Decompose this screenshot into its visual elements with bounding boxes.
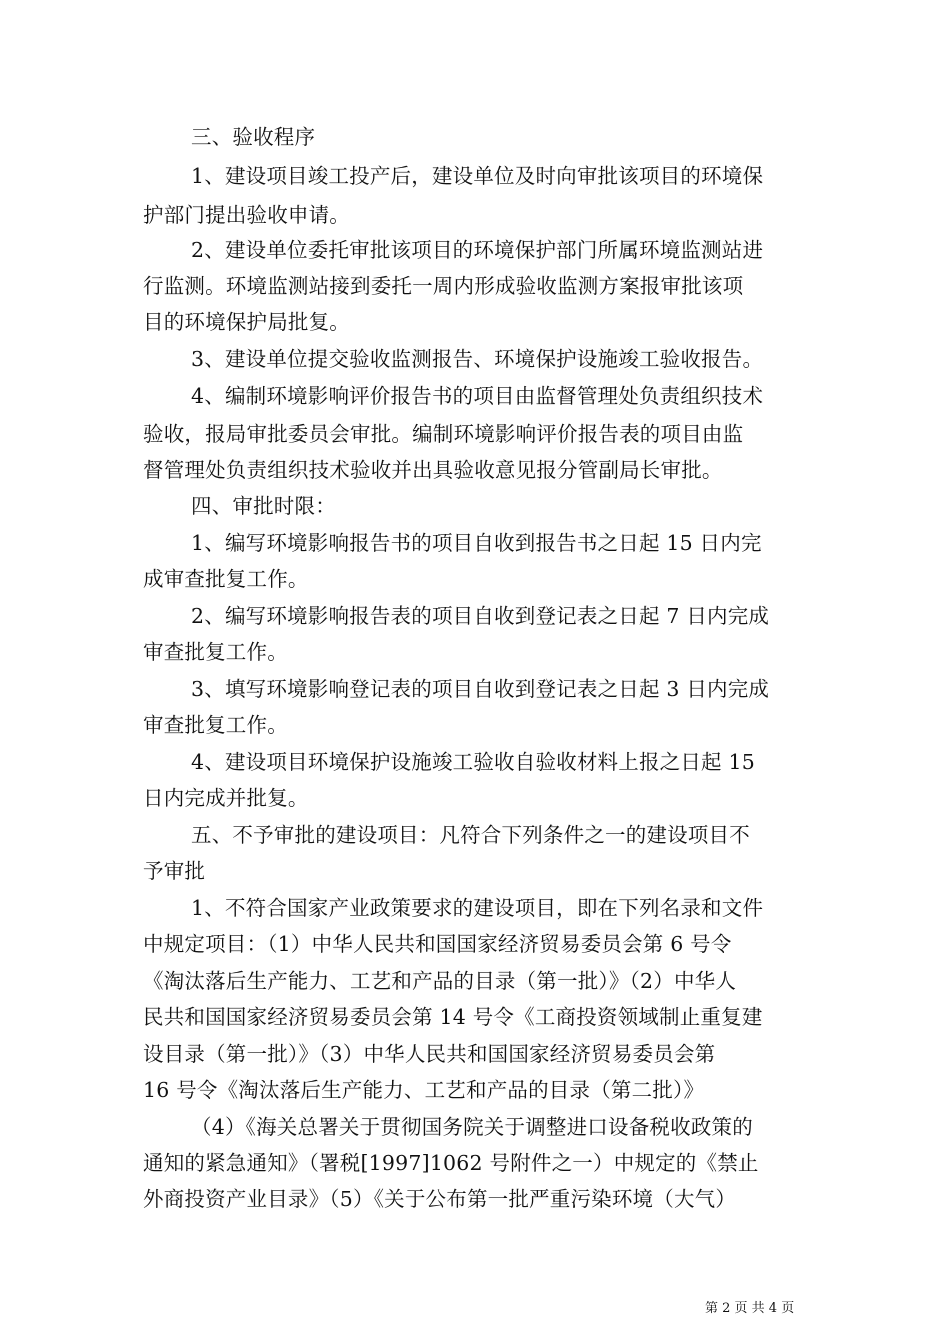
paragraph-line: （4）《海关总署关于贯彻国务院关于调整进口设备税收政策的 [191,1115,753,1139]
paragraph-line: 护部门提出验收申请。 [143,203,350,227]
paragraph-line: 设目录（第一批）》（3）中华人民共和国国家经济贸易委员会第 [143,1042,716,1066]
paragraph-line: 4、建设项目环境保护设施竣工验收自验收材料上报之日起 15 [191,750,755,774]
section-heading-acceptance-procedure: 三、验收程序 [191,125,316,149]
paragraph-line: 予审批 [143,859,206,883]
paragraph-line: 《淘汰落后生产能力、工艺和产品的目录（第一批）》（2）中华人 [143,969,737,993]
section-heading-not-approved-projects: 五、不予审批的建设项目：凡符合下列条件之一的建设项目不 [191,823,750,847]
paragraph-line: 外商投资产业目录》（5）《关于公布第一批严重污染环境（大气） [143,1187,737,1211]
paragraph-line: 16 号令《淘汰落后生产能力、工艺和产品的目录（第二批）》 [143,1078,705,1102]
paragraph-line: 2、编写环境影响报告表的项目自收到登记表之日起 7 日内完成 [191,604,770,628]
paragraph-line: 1、编写环境影响报告书的项目自收到报告书之日起 15 日内完 [191,531,762,555]
paragraph-line: 中规定项目：（1）中华人民共和国国家经济贸易委员会第 6 号令 [143,932,732,956]
paragraph-line: 验收，报局审批委员会审批。编制环境影响评价报告表的项目由监 [143,422,744,446]
paragraph-line: 通知的紧急通知》（署税[1997]1062 号附件之一）中规定的《禁止 [143,1151,759,1175]
paragraph-line: 民共和国国家经济贸易委员会第 14 号令《工商投资领域制止重复建 [143,1005,763,1029]
page-number-footer: 第 2 页 共 4 页 [705,1301,795,1316]
section-heading-approval-time-limit: 四、审批时限： [191,494,336,518]
paragraph-line: 审查批复工作。 [143,713,288,737]
paragraph-line: 督管理处负责组织技术验收并出具验收意见报分管副局长审批。 [143,458,723,482]
paragraph-line: 2、建设单位委托审批该项目的环境保护部门所属环境监测站进 [191,238,764,262]
paragraph-line: 3、建设单位提交验收监测报告、环境保护设施竣工验收报告。 [191,347,764,371]
paragraph-line: 1、建设项目竣工投产后，建设单位及时向审批该项目的环境保 [191,164,764,188]
paragraph-line: 审查批复工作。 [143,640,288,664]
paragraph-line: 3、填写环境影响登记表的项目自收到登记表之日起 3 日内完成 [191,677,770,701]
paragraph-line: 成审查批复工作。 [143,567,309,591]
paragraph-line: 日内完成并批复。 [143,786,309,810]
paragraph-line: 1、不符合国家产业政策要求的建设项目，即在下列名录和文件 [191,896,764,920]
paragraph-line: 行监测。环境监测站接到委托一周内形成验收监测方案报审批该项 [143,274,744,298]
paragraph-line: 4、编制环境影响评价报告书的项目由监督管理处负责组织技术 [191,384,764,408]
paragraph-line: 目的环境保护局批复。 [143,310,350,334]
